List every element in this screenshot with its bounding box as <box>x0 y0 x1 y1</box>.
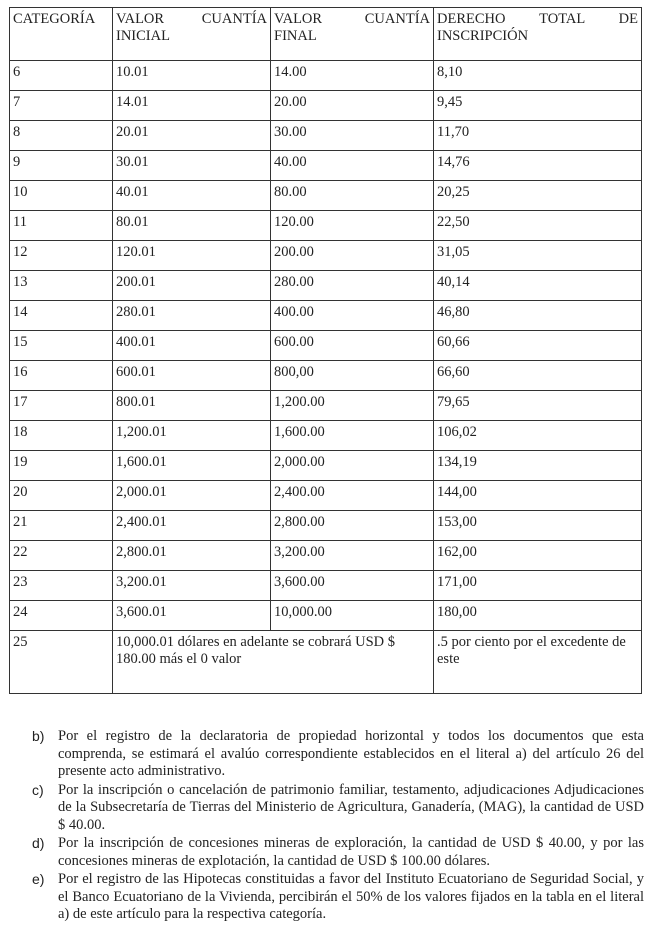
cell-merged-text: 10,000.01 dólares en adelante se cobrará USD $ 180.00 más el 0 valor <box>113 631 434 694</box>
cell-valor-final: 400.00 <box>271 301 434 331</box>
cell-valor-inicial: 1,600.01 <box>113 451 271 481</box>
cell-valor-final: 2,000.00 <box>271 451 434 481</box>
cell-category: 20 <box>10 481 113 511</box>
cell-derecho-total: 180,00 <box>434 601 642 631</box>
header-categoria: CATEGORÍA <box>10 8 113 61</box>
cell-derecho-total: 40,14 <box>434 271 642 301</box>
table-row <box>10 181 642 211</box>
cell-valor-inicial: 1,200.01 <box>113 421 271 451</box>
note-text: Por el registro de la declaratoria de propiedad horizontal y todos los documentos que esta comprenda, se estimará el avalúo correspondiente establecidos en el literal a) del artículo 26 del presente acto administrativo. <box>58 728 644 779</box>
table-row <box>10 61 642 91</box>
cell-derecho-total: 14,76 <box>434 151 642 181</box>
cell-valor-final: 1,600.00 <box>271 421 434 451</box>
table-row <box>10 241 642 271</box>
cell-valor-final: 30.00 <box>271 121 434 151</box>
cell-derecho-total: 79,65 <box>434 391 642 421</box>
table-row <box>10 361 642 391</box>
note-item <box>32 835 644 870</box>
cell-valor-inicial: 10.01 <box>113 61 271 91</box>
cell-valor-inicial: 200.01 <box>113 271 271 301</box>
cell-derecho-total: 144,00 <box>434 481 642 511</box>
cell-derecho-total: 134,19 <box>434 451 642 481</box>
table-row <box>10 211 642 241</box>
table-header-row <box>10 8 642 61</box>
cell-category: 15 <box>10 331 113 361</box>
cell-valor-inicial: 120.01 <box>113 241 271 271</box>
header-valor-inicial: VALOR CUANTÍA INICIAL <box>113 8 271 61</box>
cell-valor-final: 600.00 <box>271 331 434 361</box>
table-row <box>10 391 642 421</box>
cell-derecho-total: 171,00 <box>434 571 642 601</box>
cell-valor-inicial: 280.01 <box>113 301 271 331</box>
note-item <box>32 782 644 835</box>
cell-valor-final: 120.00 <box>271 211 434 241</box>
cell-valor-final: 3,600.00 <box>271 571 434 601</box>
note-marker: d) <box>32 835 45 851</box>
note-text: Por la inscripción o cancelación de patrimonio familiar, testamento, adjudicaciones Adjudicaciones de la Subsecretaría de Tierras del Ministerio de Agricultura, Ganadería, (MAG), la cantidad de USD $ 40.00. <box>58 781 644 833</box>
cell-derecho-total: 31,05 <box>434 241 642 271</box>
cell-derecho-total: 8,10 <box>434 61 642 91</box>
cell-category: 7 <box>10 91 113 121</box>
table-row <box>10 121 642 151</box>
cell-valor-final: 14.00 <box>271 61 434 91</box>
table-row-last <box>10 631 642 694</box>
header-valor-final: VALOR CUANTÍA FINAL <box>271 8 434 61</box>
table-row <box>10 511 642 541</box>
note-text: Por el registro de las Hipotecas constituidas a favor del Instituto Ecuatoriano de Seguridad Social, y el Banco Ecuatoriano de la Vivienda, percibirán el 50% de los valores fijados en la tabla en el literal a) de este artículo para la respectiva categoría. <box>58 871 644 922</box>
cell-category: 8 <box>10 121 113 151</box>
notes-list <box>32 728 644 925</box>
cell-category: 10 <box>10 181 113 211</box>
cell-valor-final: 80.00 <box>271 181 434 211</box>
cell-valor-final: 2,800.00 <box>271 511 434 541</box>
cell-category: 25 <box>10 631 113 694</box>
cell-valor-inicial: 80.01 <box>113 211 271 241</box>
note-marker: c) <box>32 781 44 798</box>
cell-valor-inicial: 600.01 <box>113 361 271 391</box>
cell-valor-inicial: 30.01 <box>113 151 271 181</box>
cell-derecho-total: 11,70 <box>434 121 642 151</box>
cell-valor-inicial: 400.01 <box>113 331 271 361</box>
cell-derecho-total: 9,45 <box>434 91 642 121</box>
cell-category: 23 <box>10 571 113 601</box>
cell-valor-inicial: 2,800.01 <box>113 541 271 571</box>
cell-valor-final: 2,400.00 <box>271 481 434 511</box>
table-row <box>10 421 642 451</box>
table-row <box>10 301 642 331</box>
table-row <box>10 331 642 361</box>
cell-category: 6 <box>10 61 113 91</box>
cell-category: 16 <box>10 361 113 391</box>
cell-valor-inicial: 40.01 <box>113 181 271 211</box>
table-row <box>10 601 642 631</box>
note-marker: e) <box>32 871 45 887</box>
note-text: Por la inscripción de concesiones mineras de exploración, la cantidad de USD $ 40.00, y por las concesiones mineras de explotación, la cantidad de USD $ 100.00 dólares. <box>58 835 644 869</box>
cell-derecho-total: 162,00 <box>434 541 642 571</box>
table-row <box>10 571 642 601</box>
note-item <box>32 871 644 924</box>
cell-category: 11 <box>10 211 113 241</box>
cell-final-text: .5 por ciento por el excedente de este <box>434 631 642 694</box>
cell-derecho-total: 60,66 <box>434 331 642 361</box>
cell-valor-final: 40.00 <box>271 151 434 181</box>
table-row <box>10 91 642 121</box>
cell-valor-final: 10,000.00 <box>271 601 434 631</box>
cell-valor-inicial: 20.01 <box>113 121 271 151</box>
cell-category: 24 <box>10 601 113 631</box>
cell-valor-final: 200.00 <box>271 241 434 271</box>
cell-derecho-total: 46,80 <box>434 301 642 331</box>
cell-category: 14 <box>10 301 113 331</box>
cell-category: 12 <box>10 241 113 271</box>
table-row <box>10 271 642 301</box>
table-row <box>10 151 642 181</box>
cell-category: 13 <box>10 271 113 301</box>
table-row <box>10 451 642 481</box>
note-item <box>32 728 644 781</box>
cell-valor-final: 280.00 <box>271 271 434 301</box>
table-row <box>10 541 642 571</box>
table-row <box>10 481 642 511</box>
cell-category: 18 <box>10 421 113 451</box>
cell-derecho-total: 22,50 <box>434 211 642 241</box>
cell-valor-inicial: 2,000.01 <box>113 481 271 511</box>
cell-category: 22 <box>10 541 113 571</box>
cell-category: 17 <box>10 391 113 421</box>
cell-derecho-total: 153,00 <box>434 511 642 541</box>
cell-derecho-total: 106,02 <box>434 421 642 451</box>
cell-valor-final: 20.00 <box>271 91 434 121</box>
cell-valor-inicial: 3,200.01 <box>113 571 271 601</box>
cell-category: 21 <box>10 511 113 541</box>
tariff-table <box>9 7 642 694</box>
header-derecho-total: DERECHO TOTAL DE INSCRIPCIÓN <box>434 8 642 61</box>
cell-derecho-total: 20,25 <box>434 181 642 211</box>
cell-valor-final: 3,200.00 <box>271 541 434 571</box>
cell-valor-inicial: 800.01 <box>113 391 271 421</box>
cell-valor-inicial: 14.01 <box>113 91 271 121</box>
cell-valor-inicial: 2,400.01 <box>113 511 271 541</box>
cell-derecho-total: 66,60 <box>434 361 642 391</box>
note-marker: b) <box>32 728 45 744</box>
cell-category: 19 <box>10 451 113 481</box>
cell-valor-final: 800,00 <box>271 361 434 391</box>
cell-valor-final: 1,200.00 <box>271 391 434 421</box>
cell-valor-inicial: 3,600.01 <box>113 601 271 631</box>
cell-category: 9 <box>10 151 113 181</box>
